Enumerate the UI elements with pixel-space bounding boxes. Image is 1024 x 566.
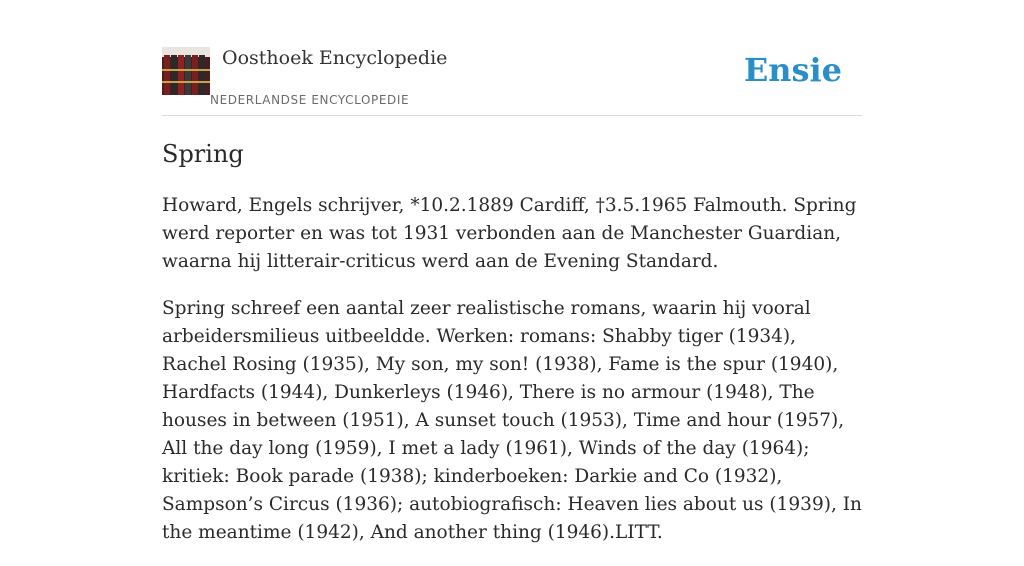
- article-paragraph: Howard, Engels schrijver, *10.2.1889 Cardiff, †3.5.1965 Falmouth. Spring werd reporter en was tot 1931 verbonden aan de Manchester Guardian, waarna hij litterair-criticus werd aan de Evening Standard.: [162, 195, 857, 272]
- books-icon: [162, 47, 210, 95]
- site-subtitle: NEDERLANDSE ENCYCLOPEDIE: [210, 93, 410, 107]
- article-paragraph: Spring schreef een aantal zeer realistische romans, waarin hij vooral arbeidersmilieus uitbeeldde. Werken: romans: Shabby tiger (1934), Rachel Rosing (1935), My son, my son! (1938), Fame is the spur (1940), Hardfacts (1944), Dunkerleys (1946), There is no armour (1948), The houses in between (1951), A sunset touch (1953), Time and hour (1957), All the day long (1959), I met a lady (1961), Winds of the day (1964); kritiek: Book parade (1938); kinderboeken: Darkie and Co (1932), Sampson’s Circus (1936); autobiografisch: Heaven lies about us (1939), In the meantime (1942), And another thing (1946).LITT.: [162, 298, 862, 543]
- article-body: [162, 192, 862, 566]
- site-logo-books-avatar[interactable]: [162, 47, 210, 95]
- site-header: [162, 46, 862, 116]
- page-title: Spring: [162, 140, 244, 168]
- site-title[interactable]: Oosthoek Encyclopedie: [222, 47, 448, 69]
- brand-logo[interactable]: Ensie: [743, 51, 842, 89]
